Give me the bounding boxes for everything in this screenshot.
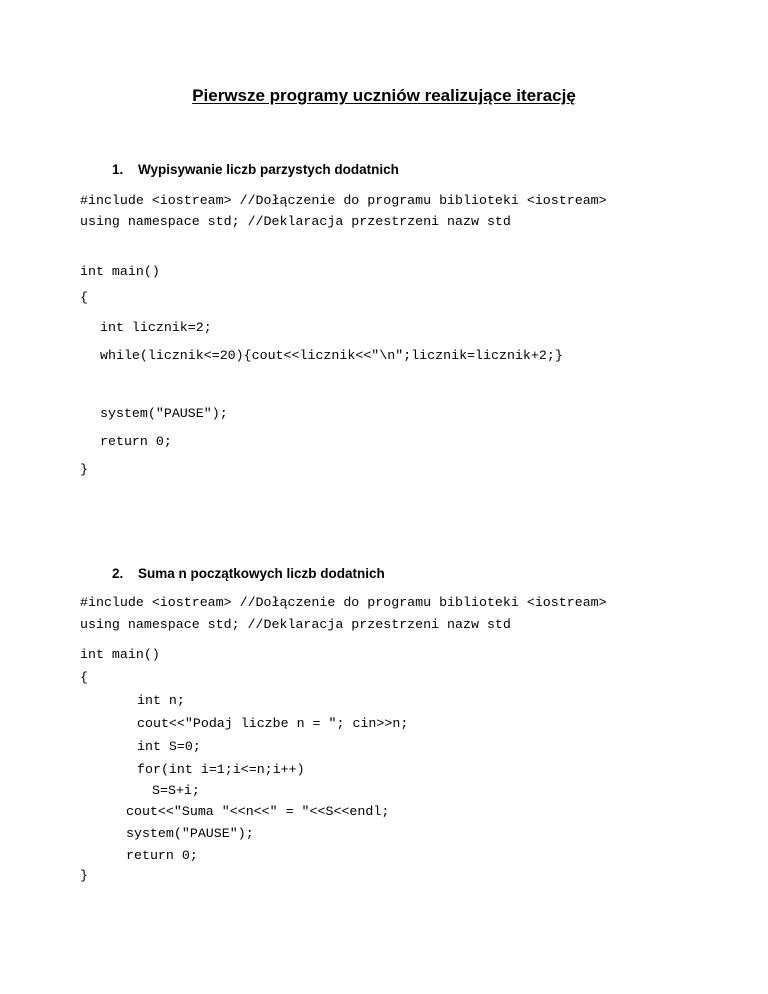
- code-line: #include <iostream> //Dołączenie do programu biblioteki <iostream>: [80, 595, 607, 610]
- code-line: int main(): [80, 264, 160, 279]
- code-line: }: [80, 462, 88, 477]
- code-line: for(int i=1;i<=n;i++): [137, 762, 305, 777]
- section-2-heading-text: Suma n początkowych liczb dodatnich: [138, 566, 385, 581]
- section-2-heading: [112, 566, 385, 581]
- code-line: while(licznik<=20){cout<<licznik<<"\n";licznik=licznik+2;}: [100, 348, 563, 363]
- code-line: cout<<"Suma "<<n<<" = "<<S<<endl;: [126, 804, 390, 819]
- code-line: {: [80, 290, 88, 305]
- code-line: int licznik=2;: [100, 320, 212, 335]
- code-line: return 0;: [126, 848, 198, 863]
- section-1-number: 1.: [112, 162, 124, 177]
- code-line: }: [80, 868, 88, 883]
- code-line: using namespace std; //Deklaracja przestrzeni nazw std: [80, 214, 511, 229]
- code-line: int n;: [137, 693, 185, 708]
- section-1-heading-text: Wypisywanie liczb parzystych dodatnich: [138, 162, 399, 177]
- code-line: int S=0;: [137, 739, 201, 754]
- code-line: #include <iostream> //Dołączenie do programu biblioteki <iostream>: [80, 193, 607, 208]
- code-line: system("PAUSE");: [100, 406, 228, 421]
- section-1-heading: [112, 162, 399, 177]
- code-line: return 0;: [100, 434, 172, 449]
- code-line: cout<<"Podaj liczbe n = "; cin>>n;: [137, 716, 409, 731]
- code-line: S=S+i;: [152, 783, 200, 798]
- code-line: int main(): [80, 647, 160, 662]
- document-title: Pierwsze programy uczniów realizujące iterację: [192, 86, 576, 105]
- section-2-number: 2.: [112, 566, 124, 581]
- code-line: using namespace std; //Deklaracja przestrzeni nazw std: [80, 617, 511, 632]
- code-line: {: [80, 670, 88, 685]
- code-line: system("PAUSE");: [126, 826, 254, 841]
